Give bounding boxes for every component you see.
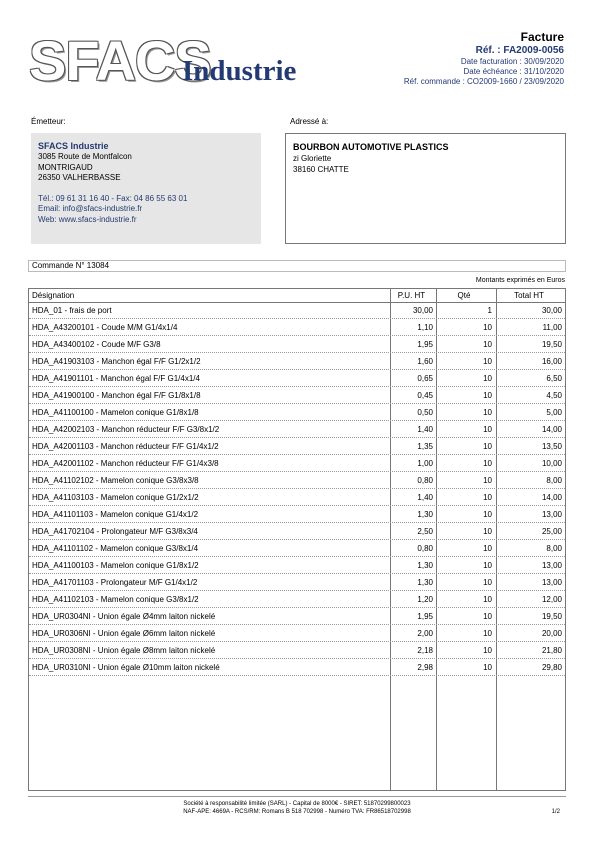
- item-total: 19,50: [541, 612, 562, 621]
- order-number: Commande N° 13084: [28, 260, 566, 272]
- item-total: 13,00: [541, 578, 562, 587]
- item-quantity: 10: [483, 357, 492, 366]
- item-unit-price: 0,80: [417, 544, 433, 553]
- item-designation: HDA_A41900100 - Manchon égal F/F G1/8x1/8: [32, 391, 201, 400]
- item-quantity: 10: [483, 340, 492, 349]
- table-row: [29, 456, 565, 472]
- item-total: 13,00: [541, 561, 562, 570]
- item-quantity: 10: [483, 578, 492, 587]
- table-row: [29, 337, 565, 353]
- item-quantity: 10: [483, 561, 492, 570]
- footer-line-2: NAF-APE: 4669A - RCS/RM: Romans B 518 702998 - Numéro TVA: FR86518702998: [183, 809, 411, 815]
- item-unit-price: 1,95: [417, 340, 433, 349]
- item-total: 11,00: [542, 323, 562, 332]
- item-designation: HDA_A43200101 - Coude M/M G1/4x1/4: [32, 323, 178, 332]
- table-row: [29, 507, 565, 523]
- emitter-name: SFACS Industrie: [38, 141, 109, 151]
- table-row: [29, 575, 565, 591]
- table-row: [29, 558, 565, 574]
- emitter-phone: Tél.: 09 61 31 16 40 - Fax: 04 86 55 63 01: [38, 193, 188, 203]
- item-quantity: 10: [483, 442, 492, 451]
- header-total: Total HT: [514, 291, 544, 300]
- emitter-email: Email: info@sfacs-industrie.fr: [38, 204, 143, 213]
- page-number: 1/2: [551, 809, 560, 815]
- header-unit-price: P.U. HT: [397, 291, 426, 300]
- table-row: [29, 660, 565, 676]
- recipient-city: 38160 CHATTE: [293, 165, 349, 174]
- due-date: Date échéance : 31/10/2020: [463, 67, 564, 76]
- item-quantity: 10: [483, 459, 492, 468]
- item-unit-price: 30,00: [412, 306, 433, 315]
- item-designation: HDA_UR0304NI - Union égale Ø4mm laiton nickelé: [32, 612, 216, 621]
- item-quantity: 10: [483, 595, 492, 604]
- item-quantity: 10: [483, 374, 492, 383]
- item-total: 13,00: [541, 510, 562, 519]
- item-unit-price: 2,18: [417, 646, 433, 655]
- item-unit-price: 1,40: [417, 425, 433, 434]
- item-designation: HDA_A42001103 - Manchon réducteur F/F G1/4x1/2: [32, 442, 219, 451]
- item-unit-price: 1,30: [417, 578, 433, 587]
- item-unit-price: 2,00: [417, 629, 433, 638]
- footer-line-1: Société à responsabilité limitée (SARL) - Capital de 8000€ - SIRET: 51870299800023: [183, 801, 411, 807]
- table-row: [29, 388, 565, 404]
- item-unit-price: 0,65: [417, 374, 433, 383]
- item-unit-price: 2,50: [417, 527, 433, 536]
- item-unit-price: 1,00: [417, 459, 433, 468]
- order-reference: Réf. commande : CO2009-1660 / 23/09/2020: [403, 77, 564, 86]
- item-total: 30,00: [541, 306, 562, 315]
- item-quantity: 10: [483, 527, 492, 536]
- table-row: [29, 439, 565, 455]
- table-header: [29, 289, 565, 303]
- currency-note: Montants exprimés en Euros: [475, 277, 565, 284]
- item-unit-price: 1,30: [417, 561, 433, 570]
- header-quantity: Qté: [457, 291, 471, 300]
- item-unit-price: 1,35: [417, 442, 433, 451]
- header-designation: Désignation: [32, 291, 75, 300]
- emitter-street: 3085 Route de Montfalcon: [38, 152, 132, 161]
- item-quantity: 10: [483, 476, 492, 485]
- invoice-header: [404, 30, 564, 87]
- items-table: [28, 288, 566, 791]
- emitter-city: MONTRIGAUD: [38, 162, 93, 172]
- emitter-postcode: 26350 VALHERBASSE: [38, 173, 121, 182]
- item-total: 5,00: [546, 408, 562, 417]
- item-unit-price: 1,30: [417, 510, 433, 519]
- item-designation: HDA_A41901101 - Manchon égal F/F G1/4x1/4: [32, 374, 200, 383]
- item-unit-price: 1,20: [417, 595, 433, 604]
- recipient-label: Adressé à:: [290, 117, 329, 126]
- item-total: 6,50: [546, 374, 562, 383]
- item-total: 8,00: [546, 476, 562, 485]
- item-designation: HDA_A41100103 - Mamelon conique G1/8x1/2: [32, 561, 199, 570]
- item-unit-price: 1,60: [417, 357, 433, 366]
- item-quantity: 10: [483, 493, 492, 502]
- item-quantity: 10: [483, 391, 492, 400]
- item-unit-price: 1,10: [417, 323, 433, 332]
- item-designation: HDA_A41101102 - Mamelon conique G3/8x1/4: [32, 544, 199, 553]
- table-row: [29, 473, 565, 489]
- item-designation: HDA_UR0308NI - Union égale Ø8mm laiton nickelé: [32, 646, 216, 655]
- item-quantity: 1: [487, 306, 492, 315]
- item-quantity: 10: [483, 510, 492, 519]
- item-designation: HDA_A41702104 - Prolongateur M/F G3/8x3/4: [32, 527, 198, 536]
- item-total: 20,00: [541, 629, 562, 638]
- item-designation: HDA_A41701103 - Prolongateur M/F G1/4x1/2: [32, 578, 198, 587]
- table-row: [29, 609, 565, 625]
- logo-subtitle: Industrie: [182, 55, 297, 87]
- item-unit-price: 1,40: [417, 493, 433, 502]
- item-designation: HDA_A41100100 - Mamelon conique G1/8x1/8: [32, 408, 199, 417]
- recipient-box: [285, 133, 566, 244]
- table-row: [29, 405, 565, 421]
- emitter-web: Web: www.sfacs-industrie.fr: [38, 214, 137, 224]
- item-total: 25,00: [541, 527, 562, 536]
- item-designation: HDA_A43400102 - Coude M/F G3/8: [32, 340, 161, 349]
- item-quantity: 10: [483, 323, 492, 332]
- table-row: [29, 320, 565, 336]
- item-total: 14,00: [541, 425, 562, 434]
- emitter-box: [31, 133, 261, 244]
- item-unit-price: 0,50: [417, 408, 433, 417]
- table-row: [29, 422, 565, 438]
- recipient-name: BOURBON AUTOMOTIVE PLASTICS: [293, 142, 449, 152]
- item-total: 8,00: [546, 544, 562, 553]
- item-total: 13,50: [541, 442, 562, 451]
- company-logo: [29, 29, 319, 92]
- item-designation: HDA_A41101103 - Mamelon conique G1/4x1/2: [32, 510, 199, 519]
- item-unit-price: 1,95: [417, 612, 433, 621]
- table-row: [29, 524, 565, 540]
- recipient-street: zi Gloriette: [293, 154, 332, 163]
- table-row: [29, 626, 565, 642]
- table-row: [29, 371, 565, 387]
- item-designation: HDA_A42002103 - Manchon réducteur F/F G3/8x1/2: [32, 425, 220, 434]
- item-total: 10,00: [541, 459, 562, 468]
- item-quantity: 10: [483, 629, 492, 638]
- item-designation: HDA_A41102102 - Mamelon conique G3/8x3/8: [32, 476, 199, 485]
- invoice-reference: Réf. : FA2009-0056: [475, 45, 564, 56]
- emitter-label: Émetteur:: [31, 117, 66, 126]
- item-quantity: 10: [483, 646, 492, 655]
- item-designation: HDA_UR0306NI - Union égale Ø6mm laiton nickelé: [32, 629, 216, 638]
- item-quantity: 10: [483, 612, 492, 621]
- item-unit-price: 0,80: [417, 476, 433, 485]
- item-total: 19,50: [541, 340, 562, 349]
- item-total: 16,00: [541, 357, 562, 366]
- item-unit-price: 2,98: [417, 663, 433, 672]
- item-total: 12,00: [541, 595, 562, 604]
- item-designation: HDA_01 - frais de port: [32, 306, 112, 315]
- item-total: 4,50: [546, 391, 562, 400]
- logo-mark: SFACS: [29, 29, 211, 92]
- document-title: Facture: [520, 30, 564, 44]
- invoice-date: Date facturation : 30/09/2020: [460, 57, 564, 66]
- item-designation: HDA_A41103103 - Mamelon conique G1/2x1/2: [32, 493, 199, 502]
- table-row: [29, 490, 565, 506]
- table-row: [29, 643, 565, 659]
- item-quantity: 10: [483, 408, 492, 417]
- item-designation: HDA_A41903103 - Manchon égal F/F G1/2x1/2: [32, 357, 201, 366]
- legal-footer: [28, 796, 566, 816]
- item-quantity: 10: [483, 425, 492, 434]
- item-designation: HDA_UR0310NI - Union égale Ø10mm laiton nickelé: [32, 663, 220, 672]
- item-designation: HDA_A42001102 - Manchon réducteur F/F G1/4x3/8: [32, 459, 219, 468]
- item-total: 29,80: [541, 663, 562, 672]
- item-designation: HDA_A41102103 - Mamelon conique G3/8x1/2: [32, 595, 199, 604]
- item-quantity: 10: [483, 544, 492, 553]
- table-row: [29, 541, 565, 557]
- item-total: 14,00: [541, 493, 562, 502]
- item-unit-price: 0,45: [417, 391, 433, 400]
- table-row: [29, 354, 565, 370]
- item-total: 21,80: [541, 646, 562, 655]
- table-row: [29, 303, 565, 319]
- table-row: [29, 592, 565, 608]
- item-quantity: 10: [483, 663, 492, 672]
